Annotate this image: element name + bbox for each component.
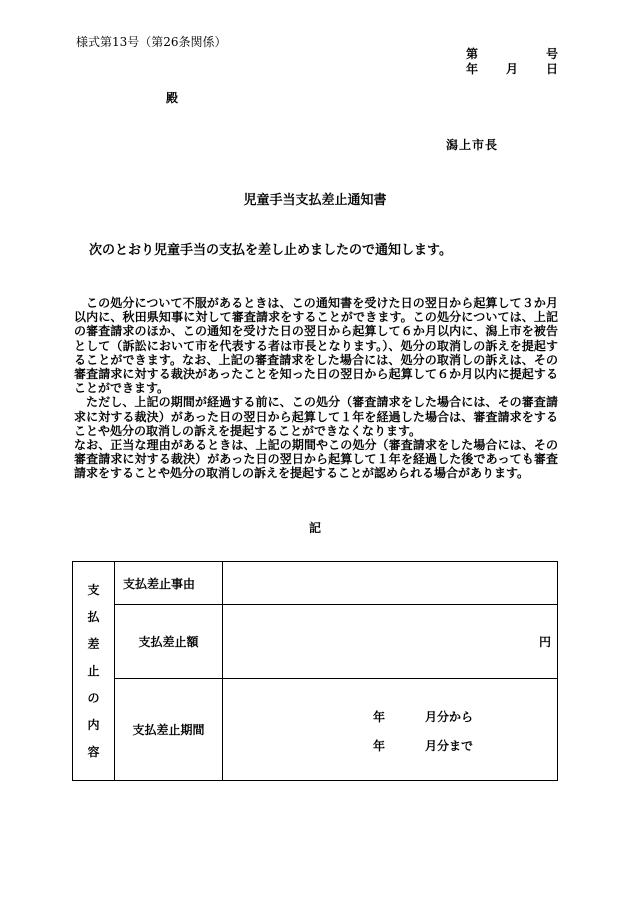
form-number: 様式第13号（第26条関係） [76,35,227,49]
reason-label: 支払差止事由 [115,562,223,605]
period-to-suffix: 月分まで [425,739,474,753]
document-title: 児童手当支払差止通知書 [243,193,387,208]
period-value [223,679,558,781]
period-from-suffix: 月分から [425,710,474,724]
section-label-char: の [87,690,100,705]
amount-label: 支払差止額 [115,605,223,679]
reason-value [223,562,558,605]
amount-value [223,605,558,679]
section-label-char: 差 [87,636,100,651]
intro-text: 次のとおり児童手当の支払を差し止めましたので通知します。 [89,243,452,258]
section-label-char: 払 [87,609,100,624]
appeal-paragraph: ただし、上記の期間が経過する前に、この処分（審査請求をした場合には、その審査請求に対する裁決）があった日の翌日から起算して１年を経過した場合は、審査請求をすることや処分の取消しの訴えを提起することができなくなります。 [74,395,558,438]
number-suffix: 号 [545,47,558,61]
period-to [373,737,473,754]
appeal-paragraph: この処分について不服があるときは、この通知書を受けた日の翌日から起算して３か月以内に、秋田県知事に対して審査請求をすることができます。この処分については、上記の審査請求のほか、この通知を受けた日の翌日から起算して６か月以内に、潟上市を被告として（訴訟において市を代表する者は市長となります。）、処分の取消しの訴えを提起することができます。なお、上記の審査請求をした場合には、処分の取消しの訴えは、その審査請求に対する裁決があったことを知った日の翌日から起算して６か月以内に提起することができます。 [74,296,558,396]
date-month: 月 [505,62,518,76]
section-label [73,562,115,781]
issue-date [466,60,558,77]
period-label: 支払差止期間 [115,679,223,781]
date-day: 日 [545,62,558,76]
ki-heading: 記 [308,521,321,535]
period-from-year: 年 [373,710,386,724]
addressee-honorific: 殿 [166,91,179,105]
section-label-char: 容 [87,744,100,759]
period-from [373,708,473,725]
issuer-name: 潟上市長 [446,138,499,152]
section-label-char: 支 [87,582,100,597]
date-year: 年 [466,62,479,76]
amount-unit: 円 [538,635,551,649]
section-label-char: 内 [87,717,100,732]
appeal-paragraph: なお、正当な理由があるときは、上記の期間やこの処分（審査請求をした場合には、その審査請求に対する裁決）があった日の翌日から起算して１年を経過した後であっても審査請求をすることや処分の取消しの訴えを提起することが認められる場合があります。 [74,438,558,481]
number-prefix: 第 [466,47,479,61]
section-label-char: 止 [87,663,100,678]
suspension-details-table [72,561,558,781]
appeal-notice [74,296,558,481]
period-to-year: 年 [373,739,386,753]
